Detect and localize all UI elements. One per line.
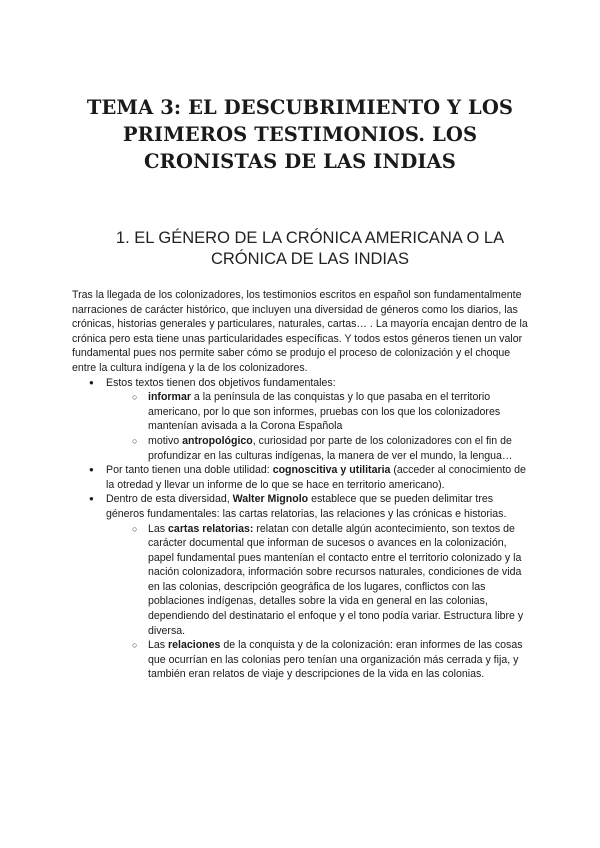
objectives-sublist [106,390,534,463]
bullet-objectives [72,376,534,464]
document-title: TEMA 3: EL DESCUBRIMIENTO Y LOS PRIMEROS TESTIMONIOS. LOS CRONISTAS DE LAS INDIAS [86,96,514,173]
subbullet-antropologico [106,434,534,463]
subbullet-relaciones [106,638,534,682]
main-bullet-list [72,376,534,682]
subbullet-text: de la conquista y de la colonización: eran informes de las cosas que ocurrían en las colonias pero tenían una organización más cerrada y fija, y también eran relatos de viaje y descripciones de la vida en las colonias. [148,639,523,681]
section-heading: 1. EL GÉNERO DE LA CRÓNICA AMERICANA O LA CRÓNICA DE LAS INDIAS [115,229,505,268]
subbullet-prefix: motivo [148,434,183,447]
bullet-text: Estos textos tienen dos objetivos fundamentales: [106,376,336,389]
bullet-text: establece que se pueden delimitar tres géneros fundamentales: las cartas relatorias, las relaciones y las crónicas e historias. [106,493,507,520]
subbullet-cartas-relatorias [106,522,534,639]
bold-term: cognoscitiva y utilitaria [272,464,391,477]
bold-term: Walter Mignolo [232,493,309,506]
genres-sublist [106,522,534,683]
bullet-utilidad [72,463,534,492]
intro-paragraph: Tras la llegada de los colonizadores, los testimonios escritos en español son fundamentalmente narraciones de carácter histórico, que incluyen una diversidad de géneros como los diarios, las crónicas, historias generales y particulares, naturales, cartas… . La mayoría encajan dentro de la crónica pero esta tiene unas particularidades específicas. Y todos estos géneros tienen un valor fundamental pues nos permite saber cómo se produjo el proceso de colonización y el choque entre la cultura indígena y la de los colonizadores. [72,289,528,374]
subbullet-prefix: Las [148,522,169,535]
subbullet-prefix: Las [148,639,169,652]
bullet-text: (acceder al conocimiento de la otredad y llevar un informe de lo que se hace en territorio americano). [106,464,526,491]
subbullet-text: , curiosidad por parte de los colonizadores con el fin de profundizar en las culturas indígenas, la manera de ver el mundo, la lengua… [148,434,513,462]
bold-term: cartas relatorias: [168,522,254,535]
bullet-prefix: Dentro de esta diversidad, [106,493,233,506]
bold-term: antropológico [182,434,253,447]
subbullet-text: a la península de las conquistas y lo que pasaba en el territorio americano, por lo que son informes, pruebas con los que los colonizadores mantenían avisada a la Corona Española [148,391,501,433]
bullet-prefix: Por tanto tienen una doble utilidad: [106,464,273,477]
bold-term: relaciones [168,639,221,652]
document-body [72,288,534,682]
bold-term: informar [148,391,191,404]
subbullet-informar [106,390,534,434]
bullet-mignolo [72,492,534,682]
subbullet-text: relatan con detalle algún acontecimiento, son textos de carácter documental que informan de sucesos o avances en la colonización, papel fundamental pues mantenían el contacto entre el territorio colonizado y la nación colonizadora, información sobre recursos naturales, condiciones de vida en las colonias, descripción geográfica de los lugares, conflictos con las poblaciones indígenas, detalles sobre la vida en general en las colonias, dependiendo del destinatario el enfoque y el tono podía variar. Estructura libre y diversa. [148,522,524,637]
